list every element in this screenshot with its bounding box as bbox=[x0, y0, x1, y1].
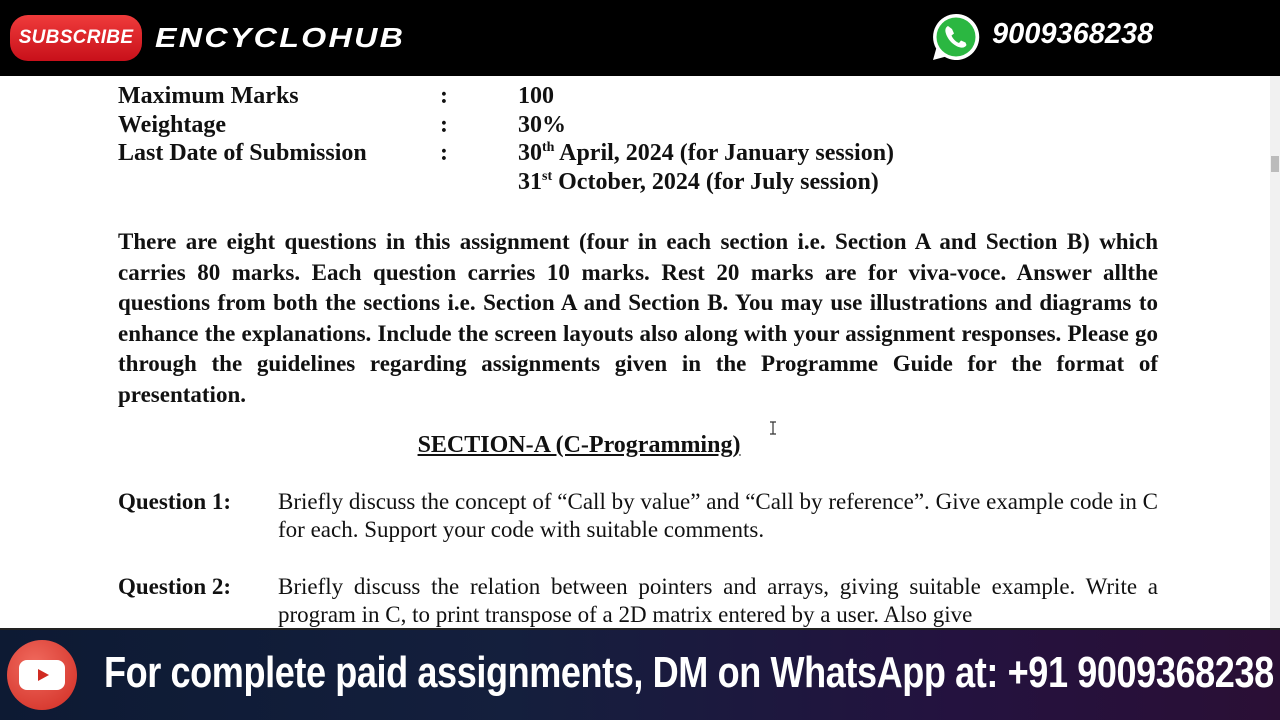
youtube-icon bbox=[7, 640, 77, 710]
brand-logo: ENCYCLOHUB bbox=[155, 22, 406, 53]
question-label: Question 1: bbox=[118, 488, 232, 514]
top-banner bbox=[0, 0, 1280, 76]
document-viewer bbox=[0, 76, 1270, 628]
question-1 bbox=[118, 488, 1158, 545]
section-heading: SECTION-A (C-Programming) bbox=[417, 431, 741, 458]
question-label: Question 2: bbox=[118, 573, 232, 599]
meta-row-weightage bbox=[118, 111, 1158, 140]
meta-label: Maximum Marks bbox=[118, 83, 299, 109]
text-cursor-icon bbox=[769, 421, 777, 435]
question-text: Briefly discuss the concept of “Call by value” and “Call by reference”. Give example code in C for each. Support your code with suitable comments. bbox=[278, 488, 1158, 543]
meta-label: Weightage bbox=[118, 111, 226, 138]
meta-colon: : bbox=[440, 83, 448, 109]
meta-value: 100 bbox=[518, 83, 554, 109]
question-text: Briefly discuss the relation between pointers and arrays, giving suitable example. Write a program in C, to print transpose of a 2D matrix entered by a user. Also give bbox=[278, 573, 1158, 628]
meta-label bbox=[118, 168, 440, 197]
meta-row-last-date bbox=[118, 139, 1158, 168]
subscribe-button[interactable]: SUBSCRIBE bbox=[10, 15, 142, 61]
meta-label: Last Date of Submission bbox=[118, 140, 367, 166]
question-2 bbox=[118, 573, 1158, 628]
banner-text: For complete paid assignments, DM on WhatsApp at: +91 9009368238 bbox=[104, 648, 1274, 697]
meta-colon: : bbox=[440, 111, 448, 138]
scrollbar[interactable] bbox=[1270, 76, 1280, 628]
meta-row-maximum-marks bbox=[118, 82, 1158, 111]
meta-row-last-date-july bbox=[118, 168, 1158, 197]
meta-colon: : bbox=[440, 140, 448, 166]
meta-value: 31st October, 2024 (for July session) bbox=[518, 168, 879, 195]
whatsapp-icon bbox=[930, 11, 982, 63]
whatsapp-number: 9009368238 bbox=[992, 18, 1154, 50]
meta-value: 30th April, 2024 (for January session) bbox=[518, 140, 895, 166]
scrollbar-thumb[interactable] bbox=[1271, 156, 1279, 172]
bottom-banner bbox=[0, 628, 1280, 720]
meta-value: 30% bbox=[518, 111, 566, 138]
instructions-paragraph: There are eight questions in this assignment (four in each section i.e. Section A and Section B) which carries 80 marks. Each question carries 10 marks. Rest 20 marks are for viva-voce. Answer allthe questions from both the sections i.e. Section A and Section B. You may use illustrations and diagrams to enhance the explanations. Include the screen layouts also along with your assignment responses. Please go through the guidelines regarding assignments given in the Programme Guide for the format of presentation. bbox=[118, 229, 1158, 407]
